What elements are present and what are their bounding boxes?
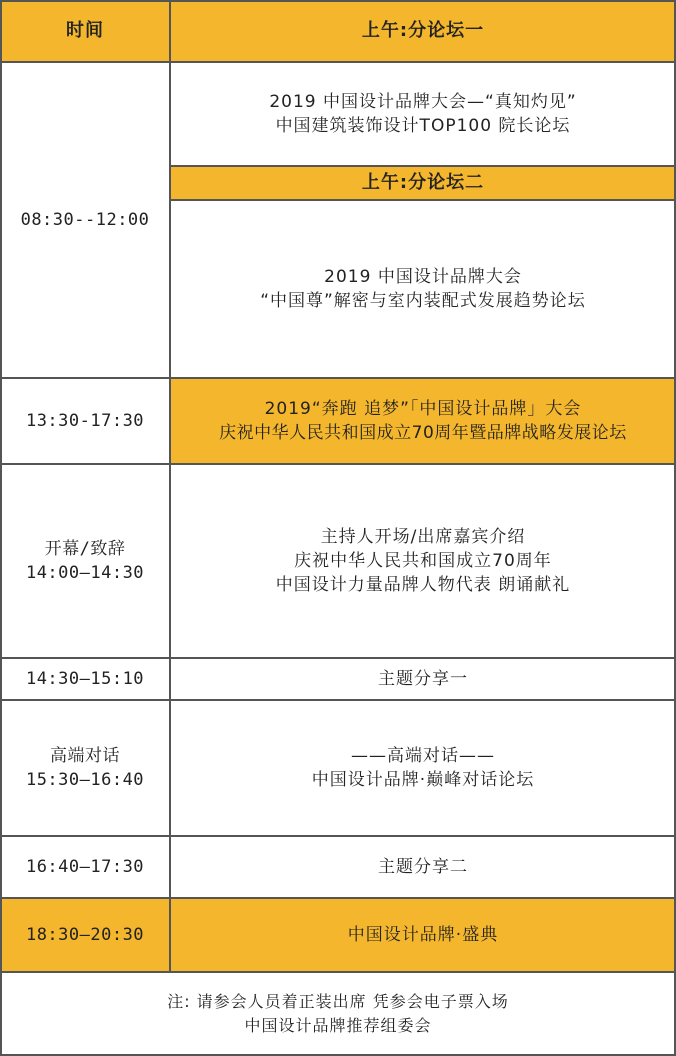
- row-time-cell: [0, 464, 170, 658]
- row-divider: [0, 61, 676, 63]
- row-divider: [170, 199, 676, 201]
- row-content-line: 中国设计品牌·巅峰对话论坛: [311, 770, 535, 790]
- footer-line: 中国设计品牌推荐组委会: [244, 1016, 432, 1035]
- header-time: 时间: [66, 20, 104, 41]
- forum2-header-cell: [170, 166, 676, 200]
- forum1-line: 中国建筑装饰设计TOP100 院长论坛: [275, 116, 571, 136]
- row-content-line: 主持人开场/出席嘉宾介绍: [320, 527, 526, 547]
- row-divider: [0, 971, 676, 973]
- header-forum1-cell: [170, 0, 676, 62]
- row-content-cell: [170, 700, 676, 836]
- row-content-line: 主题分享二: [378, 857, 468, 877]
- row-time-cell: [0, 658, 170, 700]
- forum2-content-cell: [170, 200, 676, 378]
- forum1-line: 2019 中国设计品牌大会—“真知灼见”: [269, 92, 577, 112]
- column-divider: [169, 0, 171, 972]
- row-content-cell: [170, 836, 676, 898]
- row-divider: [0, 897, 676, 899]
- row-time-cell: [0, 700, 170, 836]
- row-divider: [0, 657, 676, 659]
- morning-time-cell: [0, 62, 170, 378]
- footer-line: 注: 请参会人员着正装出席 凭参会电子票入场: [167, 992, 509, 1011]
- row-divider: [170, 165, 676, 167]
- morning-time: 08:30--12:00: [20, 210, 150, 230]
- forum2-line: “中国尊”解密与室内装配式发展趋势论坛: [260, 291, 586, 311]
- row-divider: [0, 699, 676, 701]
- row-divider: [0, 835, 676, 837]
- row-time-line: 14:30—15:10: [25, 669, 145, 689]
- row-time-line: 16:40—17:30: [25, 857, 145, 877]
- row-content-cell: [170, 378, 676, 464]
- row-divider: [0, 463, 676, 465]
- row-content-cell: [170, 898, 676, 972]
- row-content-cell: [170, 658, 676, 700]
- row-time-cell: [0, 378, 170, 464]
- header-forum1: 上午:分论坛一: [361, 20, 485, 41]
- row-time-cell: [0, 898, 170, 972]
- row-time-cell: [0, 836, 170, 898]
- border-top: [0, 0, 676, 2]
- forum2-line: 2019 中国设计品牌大会: [324, 267, 522, 287]
- row-content-line: 中国设计品牌·盛典: [347, 925, 499, 945]
- footer-note-cell: [0, 972, 676, 1056]
- row-content-line: 主题分享一: [378, 669, 468, 689]
- row-time-line: 开幕/致辞: [44, 539, 126, 559]
- row-time-line: 15:30—16:40: [25, 770, 145, 790]
- row-content-line: 2019“奔跑 追梦”「中国设计品牌」大会: [264, 399, 582, 419]
- row-content-cell: [170, 464, 676, 658]
- row-content-line: 中国设计力量品牌人物代表 朗诵献礼: [275, 575, 571, 595]
- row-time-line: 高端对话: [50, 746, 120, 766]
- row-time-line: 14:00—14:30: [25, 563, 145, 583]
- row-content-line: 庆祝中华人民共和国成立70周年: [294, 551, 552, 571]
- row-time-line: 18:30—20:30: [25, 925, 145, 945]
- row-divider: [0, 377, 676, 379]
- row-time-line: 13:30-17:30: [25, 411, 145, 431]
- row-content-line: 庆祝中华人民共和国成立70周年暨品牌战略发展论坛: [219, 423, 627, 443]
- forum2-title: 上午:分论坛二: [361, 172, 485, 193]
- header-time-cell: [0, 0, 170, 62]
- forum1-content-cell: [170, 62, 676, 166]
- row-content-line: ——高端对话——: [351, 746, 495, 766]
